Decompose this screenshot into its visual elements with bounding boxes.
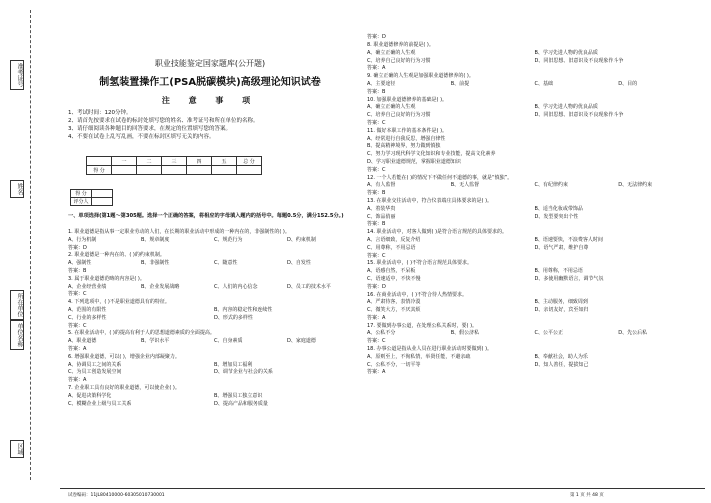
question-text: 3. 属于职业道德范畴的内容是( )。 (68, 275, 145, 282)
question-text: 8. 职业道德修养的前提是( )。 (367, 42, 434, 48)
question-text: 11. 做好本职工作的基本条件是( )。 (367, 127, 448, 134)
answer-option[interactable]: C、饰品俏丽 (367, 213, 396, 220)
option-group (367, 354, 702, 370)
answer-option[interactable]: B、假公济私 (450, 330, 480, 337)
side-label-unit-name: 单位名称 (10, 320, 24, 350)
answer-option[interactable]: A、经常进行自我反思，增强自律性 (367, 135, 446, 142)
answer-key: 答案：C (367, 338, 386, 345)
score-table-row (87, 166, 262, 175)
score-input-cell[interactable] (162, 166, 187, 175)
side-label-region: 区域 (10, 440, 24, 458)
side-label-exam-id: 准考证号 (10, 60, 24, 90)
answer-option[interactable]: B、内容的稳定性和连续性 (214, 306, 273, 313)
exam-title: 职业技能鉴定国家题库(公开题) (154, 59, 266, 68)
section-heading: 一、单项选择(第1题～第305题。选择一个正确的答案，将相应的字母填入题内的括号中。每题0.5分，满分152.5分。) (68, 213, 344, 219)
answer-option[interactable]: A、语感自然，不呆板 (367, 268, 416, 275)
side-label-name: 姓名 (10, 180, 24, 198)
grader-row (71, 198, 113, 206)
answer-option[interactable]: A、着装华贵 (367, 205, 396, 212)
answer-option[interactable]: C、培养自己良好的行为习惯 (367, 112, 431, 119)
score-input-cell[interactable] (112, 166, 137, 175)
answer-option[interactable]: D、知人善任，提拔知己 (534, 361, 589, 368)
answer-key: 答案：A (367, 314, 386, 321)
answer-option[interactable]: B、学习先进人物的优良品质 (534, 104, 598, 111)
answer-option[interactable]: D、多使用幽默语言，调节气氛 (534, 275, 604, 282)
answer-key: 答案：B (68, 267, 87, 274)
answer-key: 答案：C (367, 119, 386, 126)
answer-option[interactable]: D、目的 (618, 80, 638, 87)
answer-option[interactable]: A、公私不分 (367, 330, 396, 337)
answer-option[interactable]: C、模糊企业上级与员工关系 (68, 400, 132, 407)
score-table-header-row (87, 157, 262, 166)
right-question-list (367, 42, 702, 377)
answer-option[interactable]: D、约束机制 (287, 236, 316, 243)
answer-option[interactable]: B、无人监督 (450, 182, 480, 189)
note-item: 4、不要在试卷上乱写乱画，不要在标封区填写无关的内容。 (68, 134, 215, 140)
option-group (68, 362, 360, 378)
answer-option[interactable]: B、学习先进人物的优良品质 (534, 49, 598, 56)
answer-option[interactable]: C、有纪律约束 (534, 182, 568, 189)
answer-option[interactable]: B、非强制性 (141, 260, 170, 267)
paper-code: 试卷编码：11JL80410000-60305010730001 (68, 493, 165, 498)
answer-option[interactable]: C、微笑大方，不厌其烦 (367, 307, 421, 314)
question-text: 15. 职业活动中，( )不符合语言规范具体要求。 (367, 260, 473, 267)
option-group (367, 268, 702, 284)
question-text: 4. 下列选项中，( )不是职业道德具有的特征。 (68, 299, 170, 306)
option-group (68, 393, 360, 409)
option-group (367, 50, 702, 66)
question-text: 14. 职业活动中，对客人做到( )是符合语言规范的具体要求的。 (367, 229, 508, 236)
answer-key: 答案：C (367, 252, 386, 259)
answer-option[interactable]: D、亲切友好，宾至如归 (534, 307, 589, 314)
answer-option[interactable]: A、促进决策科学化 (68, 392, 112, 399)
answer-option[interactable]: B、规章制度 (141, 236, 170, 243)
answer-option[interactable]: C、人们的内心信念 (214, 283, 258, 290)
question-text: 1. 职业道德是指从事一定职业劳动的人们，在长期的职业活动中形成的一种内在的，非强制性的( )。 (68, 229, 290, 235)
answer-option[interactable]: B、增强员工独立意识 (214, 392, 263, 399)
answer-option[interactable]: A、范围的有限性 (68, 306, 107, 313)
answer-key: 答案：B (367, 88, 386, 95)
option-group (367, 206, 702, 222)
notes-list (68, 109, 358, 141)
option-group (68, 284, 360, 292)
answer-key: 答案：B (367, 190, 386, 197)
grader-table (70, 189, 113, 206)
side-label-unit: 所在单位 (10, 290, 24, 320)
answer-option[interactable]: A、有人监督 (367, 182, 396, 189)
answer-key: 答案：A (367, 65, 386, 72)
answer-option[interactable]: B、奉献社会，助人为乐 (534, 353, 588, 360)
answer-key: 答案：C (367, 166, 386, 173)
subject-title: 制氢装置操作工(PSA脱碳模块)高级理论知识试卷 (99, 77, 321, 88)
question-text: 17. 要做到办事公道，在处理公私关系时，要( )。 (367, 322, 478, 329)
option-group (367, 136, 702, 167)
option-group (68, 237, 360, 245)
answer-key: 答案：C (68, 291, 87, 298)
option-group (367, 237, 702, 253)
answer-option[interactable]: C、公私不分，一切平等 (367, 361, 421, 368)
option-group (367, 299, 702, 315)
note-item: 1、考试时间：120分钟。 (68, 110, 132, 116)
question-text: 10. 加强职业道德修养的基础是( )。 (367, 96, 448, 103)
score-input-cell[interactable] (187, 166, 212, 175)
answer-option[interactable]: C、自身素质 (214, 338, 243, 345)
answer-option[interactable]: A、行为机制 (68, 236, 97, 243)
score-table-cell (87, 157, 112, 166)
page-number: 第 1 页 共 48 页 (570, 493, 604, 498)
option-group (68, 260, 360, 268)
answer-option[interactable]: B、主动服务，细致周到 (534, 299, 588, 306)
score-input-cell[interactable] (237, 166, 262, 175)
score-table-cell: 一 (112, 157, 137, 166)
question-text: 6. 增强职业道德，可以( )，增强企业内部凝聚力。 (68, 353, 180, 360)
answer-option[interactable]: D、自发性 (287, 260, 311, 267)
score-table-cell: 四 (187, 157, 212, 166)
score-table-cell: 总 分 (237, 157, 262, 166)
question-text: 9. 确立正确的人生观是加强职业道德修养的( )。 (367, 73, 474, 80)
answer-option[interactable]: C、用尊称，不用忌语 (367, 244, 416, 251)
answer-option[interactable]: C、公平公正 (534, 330, 563, 337)
question-text: 12. 一个人若能在( )的情况下不做任何不道德的事，就是“慎独”。 (367, 174, 513, 181)
answer-option[interactable]: A、原则至上，不徇私情，举贤任能，不避亲疏 (367, 353, 471, 360)
question-text: 18. 办事公道是指从业人员在进行职业活动时要做到( )。 (367, 346, 493, 353)
left-page (60, 0, 360, 503)
answer-option[interactable]: A、主要途径 (367, 80, 396, 87)
answer-option[interactable]: A、言语细致，反复介绍 (367, 236, 421, 243)
grader-label: 得 分 (71, 190, 92, 198)
answer-option[interactable]: A、确立正确的人生观 (367, 104, 416, 111)
answer-option[interactable]: A、企业经营业绩 (68, 283, 107, 290)
answer-key: 答案：B (367, 221, 386, 228)
notice-heading: 注 意 事 项 (161, 96, 259, 105)
question-text: 16. 在商业活动中，( )不符合待人热情要求。 (367, 291, 468, 298)
answer-option[interactable]: D、无法律约束 (618, 182, 653, 189)
answer-option[interactable]: B、适当化妆或带饰品 (534, 205, 583, 212)
answer-option[interactable]: D、提高产品和服务质量 (214, 400, 268, 407)
answer-option[interactable]: C、语速适中，不快不慢 (367, 275, 421, 282)
answer-option[interactable]: A、确立正确的人生观 (367, 49, 416, 56)
binding-strip (0, 0, 60, 503)
footer-rule (60, 488, 705, 489)
option-group (68, 338, 360, 346)
answer-option[interactable]: D、员工的技术水平 (287, 283, 331, 290)
answer-option[interactable]: C、规范行为 (214, 236, 243, 243)
score-row-label: 得 分 (87, 166, 112, 175)
note-item: 2、请首先按要求在试卷的标封处填写您的姓名、准考证号和所在单位的名称。 (68, 118, 259, 124)
option-group (367, 81, 702, 89)
note-item: 3、请仔细阅读各种题目的回答要求，在规定的位置填写您的答案。 (68, 126, 232, 132)
answer-option[interactable]: D、先公后私 (618, 330, 648, 337)
grader-input-cell[interactable] (92, 190, 113, 198)
answer-key: 答案：D (68, 244, 87, 251)
option-group (367, 330, 702, 338)
answer-option[interactable]: D、调节企业与社会的关系 (214, 369, 273, 376)
answer-option[interactable]: B、增加员工福利 (214, 361, 253, 368)
score-input-cell[interactable] (212, 166, 237, 175)
answer-option[interactable]: B、学识水平 (141, 338, 170, 345)
answer-key: 答案：A (68, 377, 87, 384)
answer-option[interactable]: D、语气严肃，维护自尊 (534, 244, 589, 251)
answer-option[interactable]: A、强制性 (68, 260, 92, 267)
option-group (68, 307, 360, 323)
score-table-cell: 二 (137, 157, 162, 166)
answer-option[interactable]: D、同旧思想、旧意识及不良现象作斗争 (534, 57, 624, 64)
score-table-cell: 三 (162, 157, 187, 166)
answer-option[interactable]: A、严肃待客，表情冷漠 (367, 299, 421, 306)
answer-option[interactable]: B、提高精神境界，努力做到慎独 (367, 143, 441, 150)
question-text: 7. 企业职工具有良好的职业道德，可以使企业( )。 (68, 384, 180, 391)
answer-option[interactable]: B、企业发展战略 (141, 283, 180, 290)
answer-option[interactable]: A、职业道德 (68, 338, 97, 345)
answer-option[interactable]: C、培养自己良好的行为习惯 (367, 57, 431, 64)
carry-answer: 答案：D (367, 34, 386, 40)
option-group (367, 104, 702, 120)
score-input-cell[interactable] (137, 166, 162, 175)
question-text: 13. 在职业交往活动中，符合仪表端庄具体要求的是( )。 (367, 197, 493, 204)
answer-option[interactable]: D、学习职业道德规范，掌握职业道德知识 (367, 158, 461, 165)
answer-option[interactable]: C、行业的多样性 (68, 314, 107, 321)
answer-key: 答案：A (367, 369, 386, 376)
answer-key: 答案：A (68, 345, 87, 352)
answer-option[interactable]: D、家庭道德 (287, 338, 316, 345)
score-table-cell: 五 (212, 157, 237, 166)
answer-option[interactable]: C、随意性 (214, 260, 238, 267)
grader-row (71, 190, 113, 198)
grader-label: 评分人 (71, 198, 92, 206)
answer-option[interactable]: B、用尊称，不用忌语 (534, 268, 583, 275)
answer-key: 答案：C (68, 322, 87, 329)
answer-option[interactable]: D、形式的多样性 (214, 314, 253, 321)
seal-line (30, 10, 31, 480)
answer-option[interactable]: D、发型要突出个性 (534, 213, 579, 220)
answer-option[interactable]: D、同旧思想、旧意识及不良现象作斗争 (534, 112, 624, 119)
question-text: 2. 职业道德是一种内在的、( )的约束机制。 (68, 252, 165, 259)
answer-option[interactable]: C、基础 (534, 80, 553, 87)
question-text: 5. 在职业活动中，( )的提高有利于人的思想道德素质的全面提高。 (68, 330, 215, 337)
left-question-list (68, 229, 360, 408)
score-table (86, 156, 262, 175)
answer-option[interactable]: C、努力学习现代科学文化知识和专业技能，提高文化素养 (367, 151, 496, 158)
answer-option[interactable]: C、为员工创造发展空间 (68, 369, 122, 376)
right-page (367, 0, 702, 503)
grader-input-cell[interactable] (92, 198, 113, 206)
answer-option[interactable]: A、协调员工之间的关系 (68, 361, 122, 368)
answer-option[interactable]: B、语速要快，不浪费客人时间 (534, 236, 603, 243)
answer-option[interactable]: B、前提 (450, 80, 470, 87)
answer-key: 答案：D (367, 283, 386, 290)
option-group (367, 182, 702, 190)
